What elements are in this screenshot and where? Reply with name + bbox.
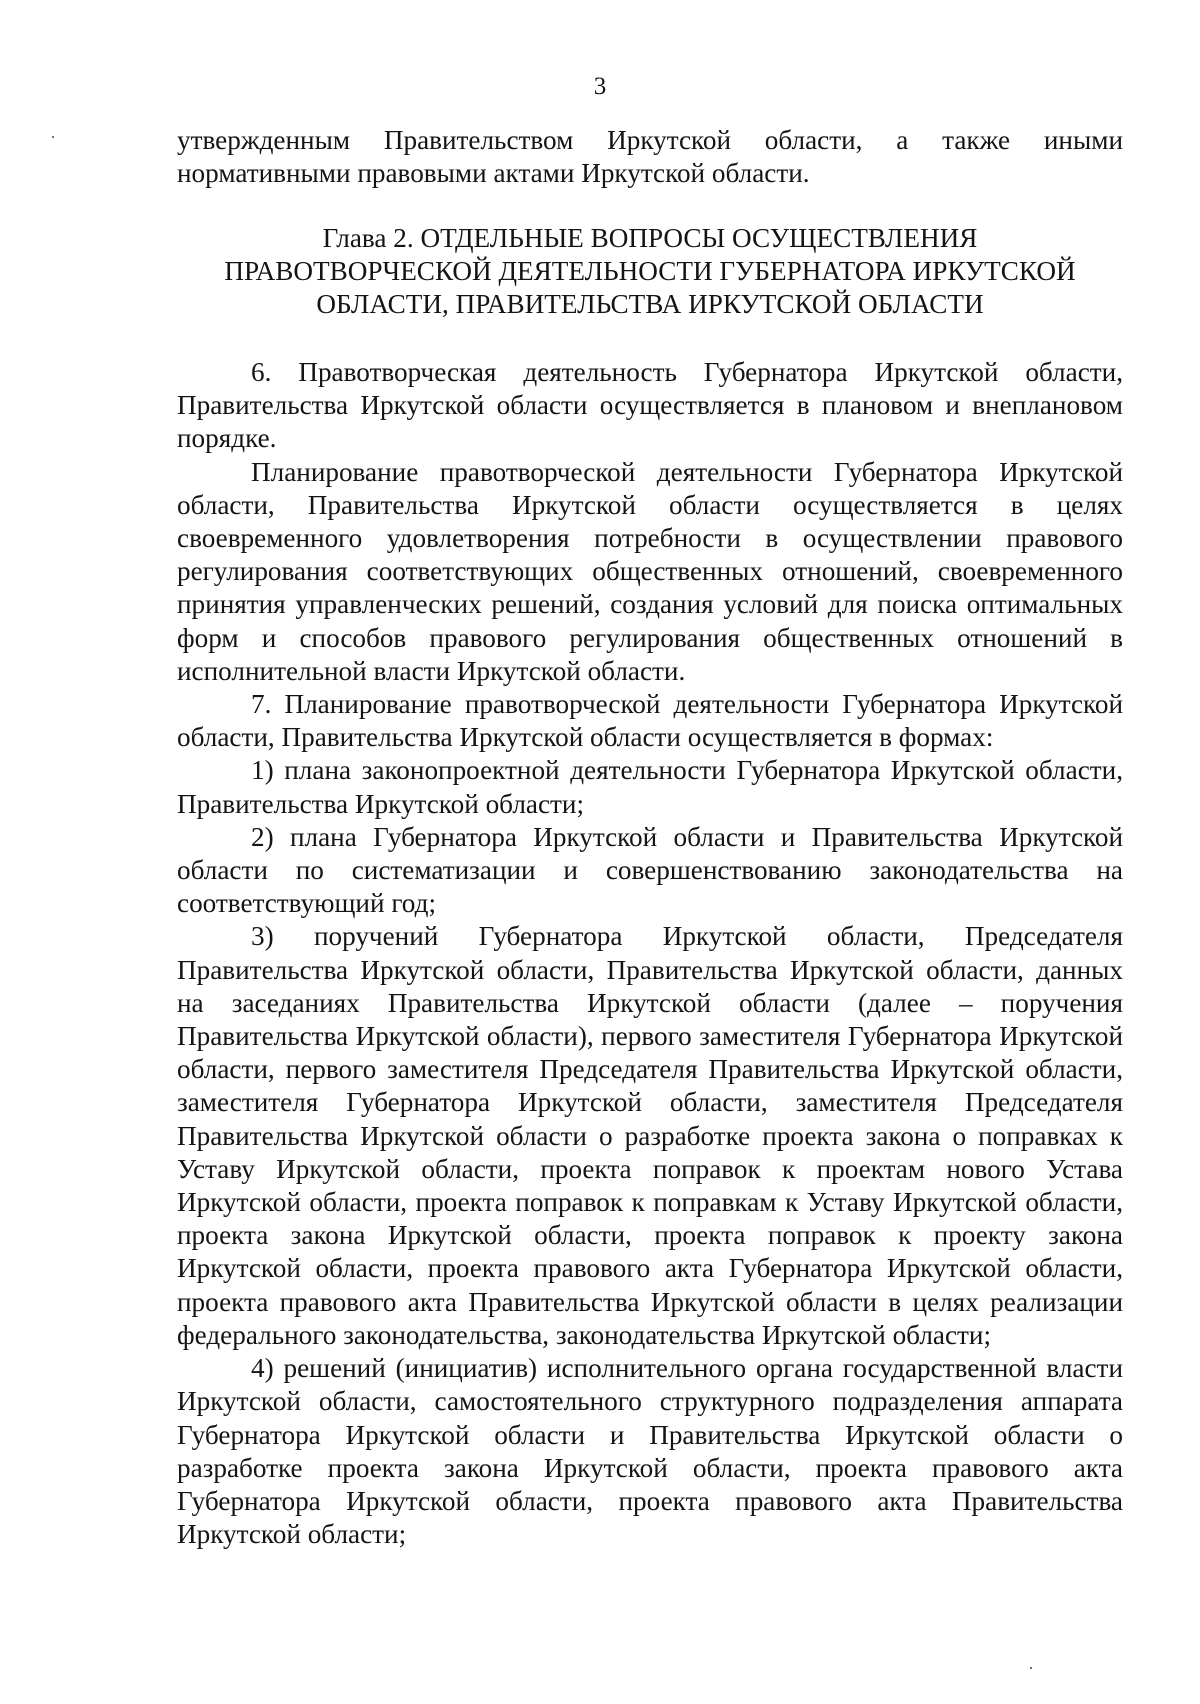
scan-speck <box>52 136 54 138</box>
chapter-heading-line-2: ПРАВОТВОРЧЕСКОЙ ДЕЯТЕЛЬНОСТИ ГУБЕРНАТОРА ИРКУТСКОЙ <box>224 256 1076 287</box>
paragraph-6: 6. Правотворческая деятельность Губернатора Иркутской области, Правительства Иркутской области осуществляется в плановом и внеплановом порядке. <box>177 357 1123 454</box>
intro-paragraph: утвержденным Правительством Иркутской области, а также иными нормативными правовыми актами Иркутской области. <box>177 125 1123 189</box>
page-number: 3 <box>593 73 607 100</box>
chapter-heading-line-3: ОБЛАСТИ, ПРАВИТЕЛЬСТВА ИРКУТСКОЙ ОБЛАСТИ <box>316 289 984 320</box>
list-item-3: 3) поручений Губернатора Иркутской области, Председателя Правительства Иркутской области, Правительства Иркутской области, данных на заседаниях Правительства Иркутской области (далее – поручения Правительства Иркутской области), первого заместителя Губернатора Иркутской области, первого заместителя Председателя Правительства Иркутской области, заместителя Губернатора Иркутской области, заместителя Председателя Правительства Иркутской области о разработке проекта закона о поправках к Уставу Иркутской области, проекта поправок к проектам нового Устава Иркутской области, проекта поправок к поправкам к Уставу Иркутской области, проекта закона Иркутской области, проекта поправок к проекту закона Иркутской области, проекта правового акта Губернатора Иркутской области, проекта правового акта Правительства Иркутской области в целях реализации федерального законодательства, законодательства Иркутской области; <box>177 921 1123 1350</box>
chapter-heading <box>177 222 1123 322</box>
chapter-heading-line-1: Глава 2. ОТДЕЛЬНЫЕ ВОПРОСЫ ОСУЩЕСТВЛЕНИЯ <box>322 223 978 253</box>
scan-speck <box>1030 1667 1032 1669</box>
intro-paragraph-block <box>177 124 1123 190</box>
list-item-4: 4) решений (инициатив) исполнительного органа государственной власти Иркутской области, самостоятельного структурного подразделения аппарата Губернатора Иркутской области и Правительства Иркутской области о разработке проекта закона Иркутской области, проекта правового акта Губернатора Иркутской области, проекта правового акта Правительства Иркутской области; <box>177 1353 1123 1550</box>
main-text-block <box>177 356 1123 1551</box>
paragraph-planning: Планирование правотворческой деятельности Губернатора Иркутской области, Правительства Иркутской области осуществляется в целях своевременного удовлетворения потребности в осуществлении правового регулирования соответствующих общественных отношений, своевременного принятия управленческих решений, создания условий для поиска оптимальных форм и способов правового регулирования общественных отношений в исполнительной власти Иркутской области. <box>177 456 1123 686</box>
list-item-2: 2) плана Губернатора Иркутской области и Правительства Иркутской области по систематизации и совершенствованию законодательства на соответствующий год; <box>177 821 1123 919</box>
list-item-1: 1) плана законопроектной деятельности Губернатора Иркутской области, Правительства Иркутской области; <box>177 755 1123 819</box>
paragraph-7: 7. Планирование правотворческой деятельности Губернатора Иркутской области, Правительства Иркутской области осуществляется в формах: <box>177 689 1123 753</box>
